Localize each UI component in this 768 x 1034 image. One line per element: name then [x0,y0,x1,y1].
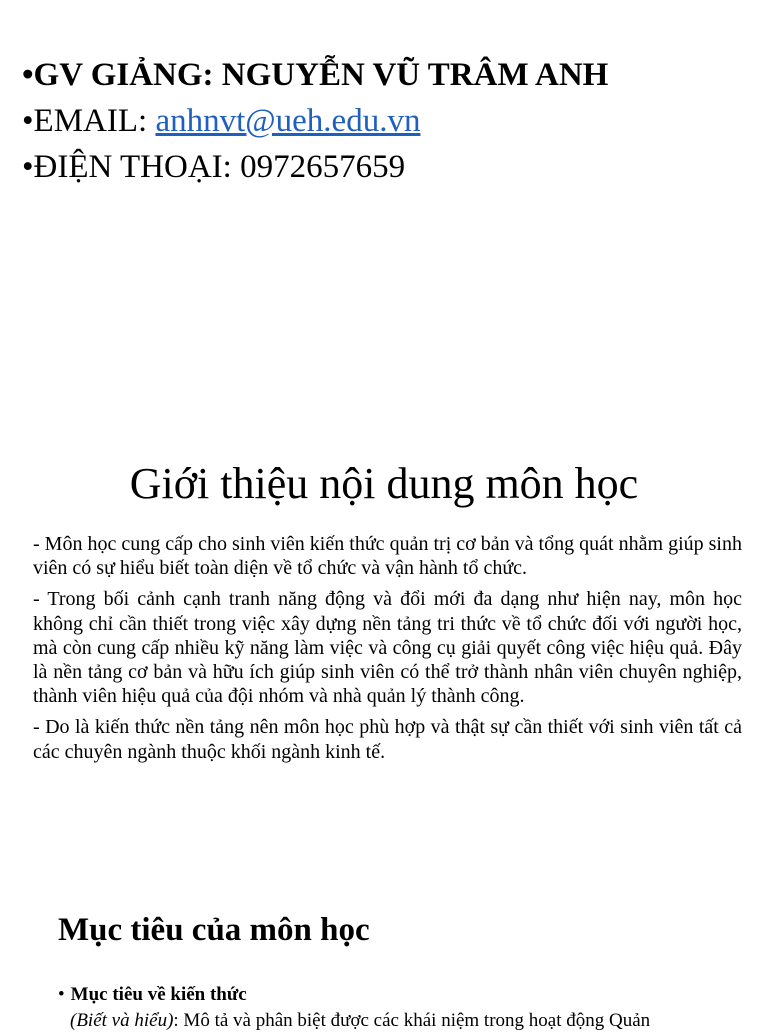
intro-paragraph: - Trong bối cảnh cạnh tranh năng động và đổi mới đa dạng như hiện nay, môn học không chỉ cần thiết trong việc xây dựng nền tảng tri thức về tổ chức đối với người học, mà còn cung cấp nhiều kỹ năng làm việc và công cụ giải quyết công việc hiệu quả. Đây là nền tảng cơ bản và hữu ích giúp sinh viên có thể trở thành nhân viên chuyên nghiệp, thành viên hiệu quả của đội nhóm và nhà quản lý thành công. [33,588,742,708]
goals-title: Mục tiêu của môn học [58,912,370,948]
email-prefix: •EMAIL: [22,103,156,139]
goal-desc-italic: (Biết và hiểu) [70,1010,174,1031]
email-link[interactable]: anhnvt@ueh.edu.vn [155,103,421,139]
bullet-icon: • [58,984,65,1005]
intro-paragraph: - Do là kiến thức nền tảng nên môn học phù hợp và thật sự cần thiết với sinh viên tất cả các chuyên ngành thuộc khối ngành kinh tế. [33,716,742,763]
intro-body [33,532,742,771]
intro-paragraph: - Môn học cung cấp cho sinh viên kiến thức quản trị cơ bản và tổng quát nhằm giúp sinh viên có sự hiểu biết toàn diện về tổ chức và vận hành tổ chức. [33,533,742,580]
intro-title: Giới thiệu nội dung môn học [129,459,639,508]
goal-item-description [70,1008,650,1034]
goal-item-knowledge [58,982,247,1008]
phone-line: •ĐIỆN THOẠI: 0972657659 [22,149,406,185]
lecturer-line: •GV GIẢNG: NGUYỄN VŨ TRÂM ANH [22,57,609,93]
email-line [22,98,752,144]
contact-info [22,52,752,190]
goal-item-label: Mục tiêu về kiến thức [70,984,247,1005]
goal-desc-text: : Mô tả và phân biệt được các khái niệm trong hoạt động Quản [173,1010,651,1031]
